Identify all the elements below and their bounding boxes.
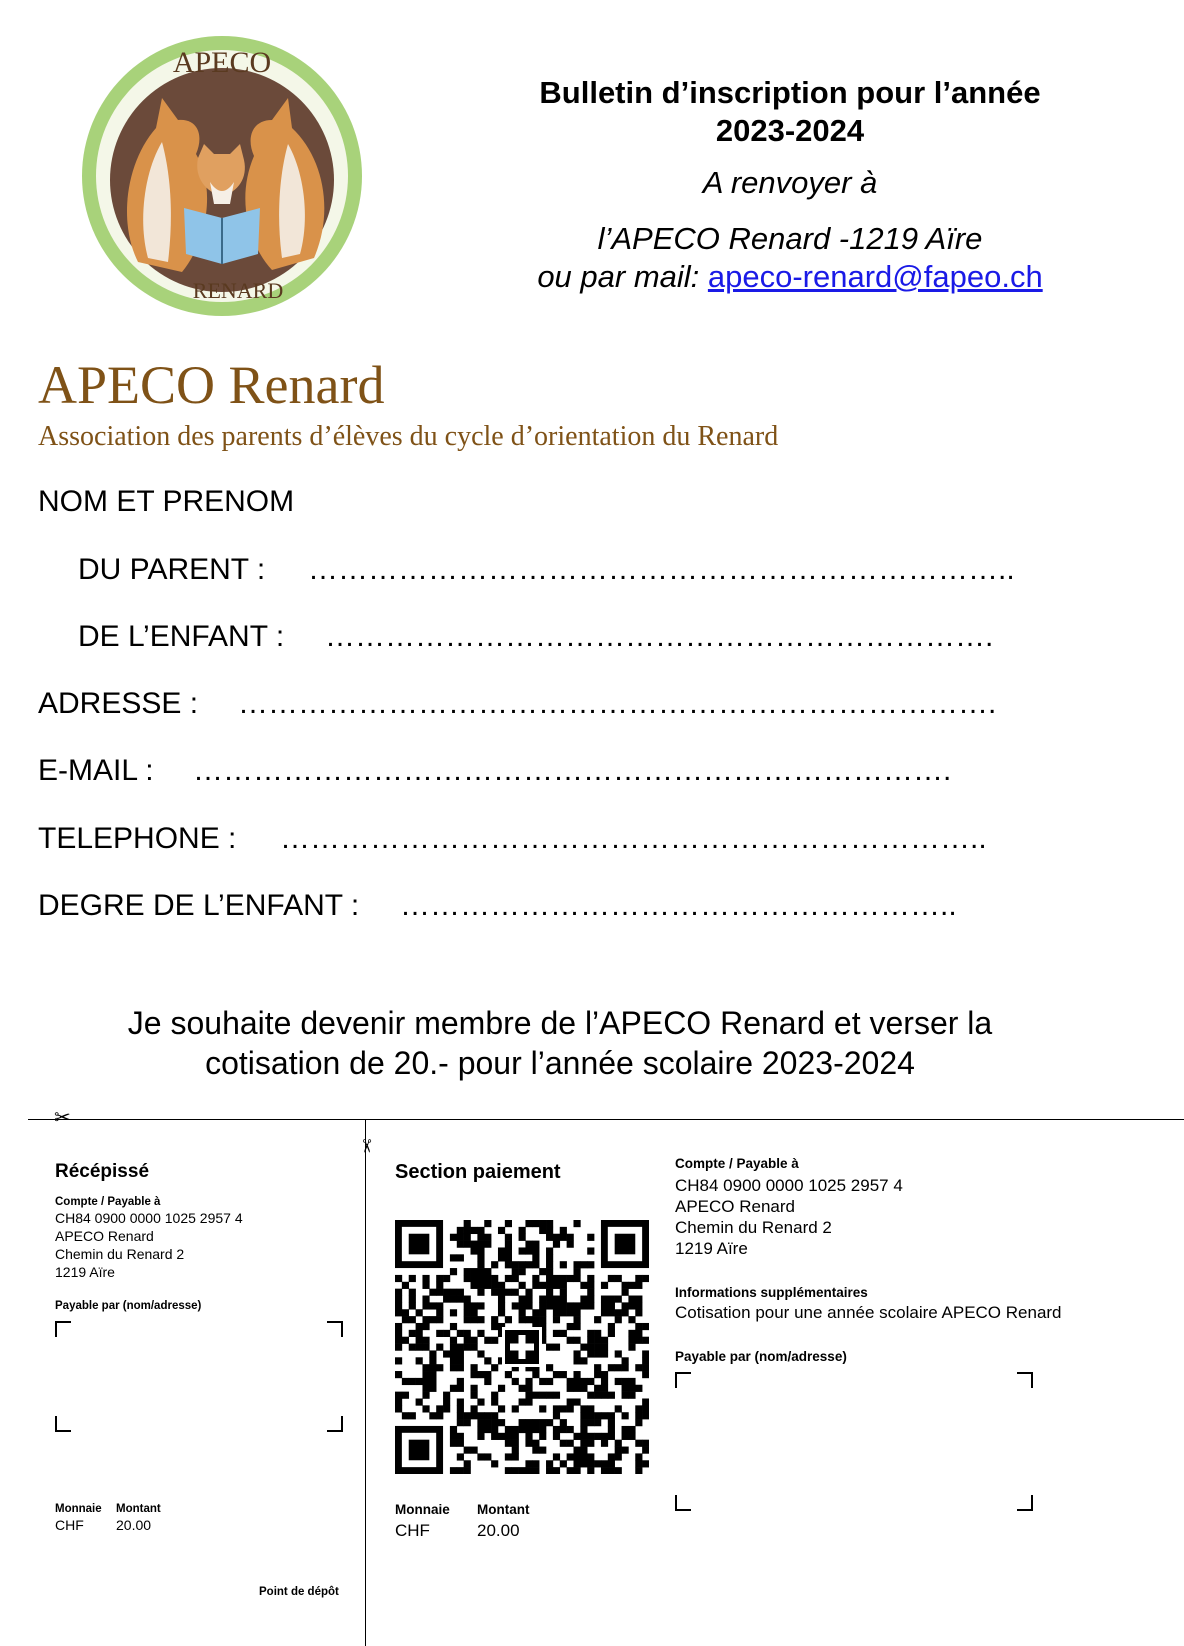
payment-amount: 20.00 <box>477 1521 520 1540</box>
parent-label: DU PARENT : <box>78 553 266 586</box>
payment-street: Chemin du Renard 2 <box>675 1218 832 1237</box>
receipt-currency: CHF <box>55 1517 84 1533</box>
postal-address: l’APECO Renard -1219 Aïre <box>597 221 983 256</box>
email-label: E-MAIL : <box>38 754 154 787</box>
telephone-label: TELEPHONE : <box>38 822 237 855</box>
qr-code <box>395 1220 649 1474</box>
mail-line <box>480 258 1100 296</box>
payment-payable-by-label: Payable par (nom/adresse) <box>675 1349 847 1364</box>
payment-section-title: Section paiement <box>395 1161 561 1183</box>
payment-currency-label: Monnaie <box>395 1502 450 1517</box>
corner-mark <box>327 1321 343 1337</box>
receipt-account-label: Compte / Payable à <box>55 1196 161 1208</box>
receipt-title: Récépissé <box>55 1161 150 1182</box>
statement-line-2: cotisation de 20.- pour l’année scolaire 2023-2024 <box>205 1045 915 1081</box>
additional-info-label: Informations supplémentaires <box>675 1285 868 1300</box>
corner-mark <box>327 1416 343 1432</box>
corner-mark <box>675 1372 691 1388</box>
nom-prenom-heading: NOM ET PRENOM <box>38 485 295 518</box>
parent-field[interactable]: …………………………………………………………….. <box>308 553 1015 586</box>
organization-name: APECO Renard <box>38 355 385 415</box>
corner-mark <box>55 1321 71 1337</box>
child-field[interactable]: …………………………………………………………. <box>325 620 994 653</box>
receipt-payable-by-label: Payable par (nom/adresse) <box>55 1300 202 1312</box>
child-label: DE L’ENFANT : <box>78 620 285 653</box>
address-field[interactable]: …………………………………………………………………. <box>238 687 997 720</box>
telephone-field[interactable]: …………………………………………………………….. <box>280 822 987 855</box>
logo-top-text: APECO <box>172 46 272 79</box>
send-to-text: A renvoyer à <box>702 165 878 200</box>
receipt-name: APECO Renard <box>55 1228 154 1244</box>
vertical-cut-line <box>365 1119 366 1646</box>
additional-info: Cotisation pour une année scolaire APECO Renard <box>675 1303 1062 1322</box>
corner-mark <box>675 1495 691 1511</box>
payment-iban: CH84 0900 0000 1025 2957 4 <box>675 1176 903 1195</box>
statement-line-1: Je souhaite devenir membre de l’APECO Renard et verser la <box>127 1005 993 1041</box>
payment-currency: CHF <box>395 1521 430 1540</box>
title-line-2: 2023-2024 <box>715 113 865 148</box>
page-title <box>480 74 1100 150</box>
mail-prefix: ou par mail: <box>537 259 708 294</box>
scissors-icon: ✂ <box>54 1107 71 1129</box>
payment-name: APECO Renard <box>675 1197 795 1216</box>
header-block <box>480 74 1100 296</box>
grade-field[interactable]: ……………………………………………….. <box>400 889 957 922</box>
address-label: ADRESSE : <box>38 687 199 720</box>
receipt-street: Chemin du Renard 2 <box>55 1246 185 1262</box>
email-link[interactable]: apeco-renard@fapeo.ch <box>707 259 1043 294</box>
receipt-city: 1219 Aïre <box>55 1264 115 1280</box>
receipt-amount-label: Montant <box>116 1503 161 1515</box>
apeco-renard-logo <box>78 32 366 320</box>
logo-bottom-text: RENARD <box>192 278 284 303</box>
corner-mark <box>1017 1372 1033 1388</box>
membership-statement <box>60 1003 1060 1083</box>
corner-mark <box>1017 1495 1033 1511</box>
title-line-1: Bulletin d’inscription pour l’année <box>539 75 1041 110</box>
scissors-icon: ✂ <box>356 1138 377 1154</box>
payment-amount-label: Montant <box>477 1502 530 1517</box>
grade-label: DEGRE DE L’ENFANT : <box>38 889 360 922</box>
payment-city: 1219 Aïre <box>675 1239 748 1258</box>
deposit-point-label: Point de dépôt <box>259 1586 339 1598</box>
receipt-amount: 20.00 <box>116 1517 152 1533</box>
receipt-currency-label: Monnaie <box>55 1503 102 1515</box>
payment-account-label: Compte / Payable à <box>675 1156 799 1171</box>
email-field[interactable]: …………………………………………………………………. <box>193 754 952 787</box>
organization-subtitle: Association des parents d’élèves du cycle d’orientation du Renard <box>38 421 779 452</box>
corner-mark <box>55 1416 71 1432</box>
horizontal-cut-line <box>28 1119 1184 1120</box>
receipt-iban: CH84 0900 0000 1025 2957 4 <box>55 1210 243 1226</box>
